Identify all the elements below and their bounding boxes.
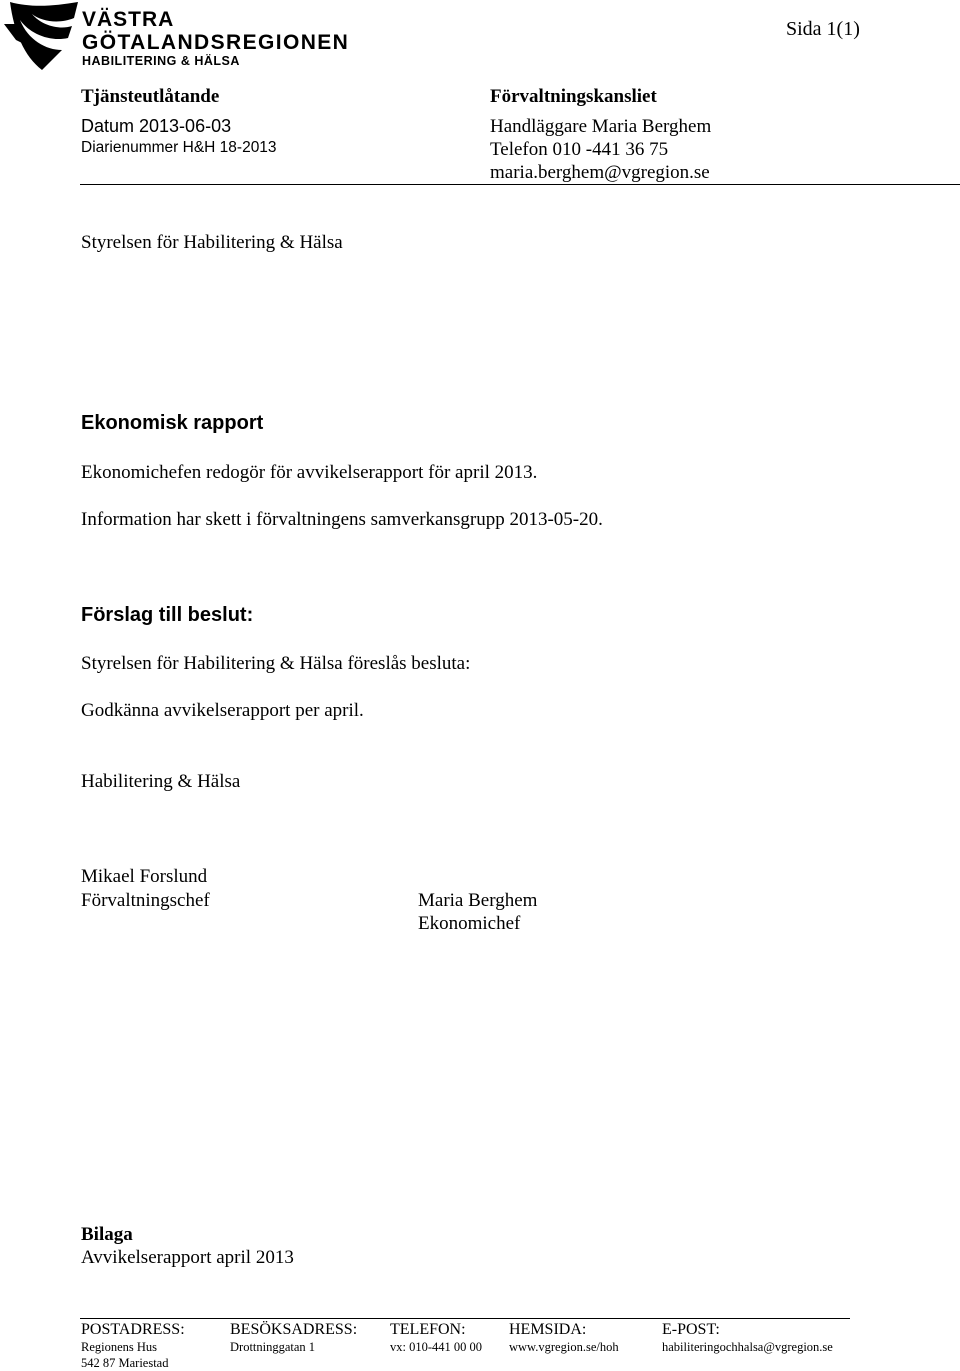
- signature-left-name: Mikael Forslund: [81, 866, 208, 887]
- footer-email-label: E-POST:: [662, 1321, 720, 1338]
- document-type-title: Tjänsteutlåtande: [81, 86, 220, 107]
- footer-web-label: HEMSIDA:: [509, 1321, 587, 1338]
- report-paragraph-1: Ekonomichefen redogör för avvikelserapport för april 2013.: [81, 462, 538, 483]
- page-number: Sida 1(1): [786, 18, 860, 40]
- proposal-paragraph-1: Styrelsen för Habilitering & Hälsa föreslås besluta:: [81, 653, 471, 674]
- recipient: Styrelsen för Habilitering & Hälsa: [81, 232, 343, 253]
- logo-text-line1: VÄSTRA: [82, 8, 175, 31]
- signature-right-role: Ekonomichef: [418, 913, 521, 934]
- attachment-item: Avvikelserapport april 2013: [81, 1247, 294, 1268]
- footer-post-line2: 542 87 Mariestad: [81, 1356, 169, 1370]
- footer-phone-value: vx: 010-441 00 00: [390, 1340, 483, 1354]
- report-title: Ekonomisk rapport: [81, 412, 264, 434]
- attachment-title: Bilaga: [81, 1224, 133, 1245]
- footer-post-line1: Regionens Hus: [81, 1340, 158, 1354]
- organization-name: Habilitering & Hälsa: [81, 771, 241, 792]
- phone-line: Telefon 010 -441 36 75: [490, 139, 669, 160]
- email-line: maria.berghem@vgregion.se: [490, 162, 710, 183]
- footer-visit-label: BESÖKSADRESS:: [230, 1321, 358, 1338]
- footer-web-link[interactable]: www.vgregion.se/hoh: [509, 1340, 619, 1354]
- header-divider: [80, 184, 960, 185]
- footer-divider: [80, 1318, 850, 1319]
- department-title: Förvaltningskansliet: [490, 86, 657, 107]
- signature-left-role: Förvaltningschef: [81, 890, 210, 911]
- footer-post-label: POSTADRESS:: [81, 1321, 185, 1338]
- vastra-gotalandsregionen-logo-icon: [2, 0, 82, 72]
- report-paragraph-2: Information har skett i förvaltningens samverkansgrupp 2013-05-20.: [81, 509, 603, 530]
- diary-number: Diarienummer H&H 18-2013: [81, 139, 277, 156]
- handler-line: Handläggare Maria Berghem: [490, 116, 712, 137]
- footer-visit-value: Drottninggatan 1: [230, 1340, 316, 1354]
- logo-text-line3: HABILITERING & HÄLSA: [82, 54, 240, 68]
- footer-phone-label: TELEFON:: [390, 1321, 466, 1338]
- document-date: Datum 2013-06-03: [81, 116, 232, 136]
- footer-email-link[interactable]: habiliteringochhalsa@vgregion.se: [662, 1340, 833, 1354]
- proposal-title: Förslag till beslut:: [81, 604, 254, 626]
- signature-right-name: Maria Berghem: [418, 890, 538, 911]
- proposal-paragraph-2: Godkänna avvikelserapport per april.: [81, 700, 364, 721]
- logo-text-line2: GÖTALANDSREGIONEN: [82, 31, 350, 54]
